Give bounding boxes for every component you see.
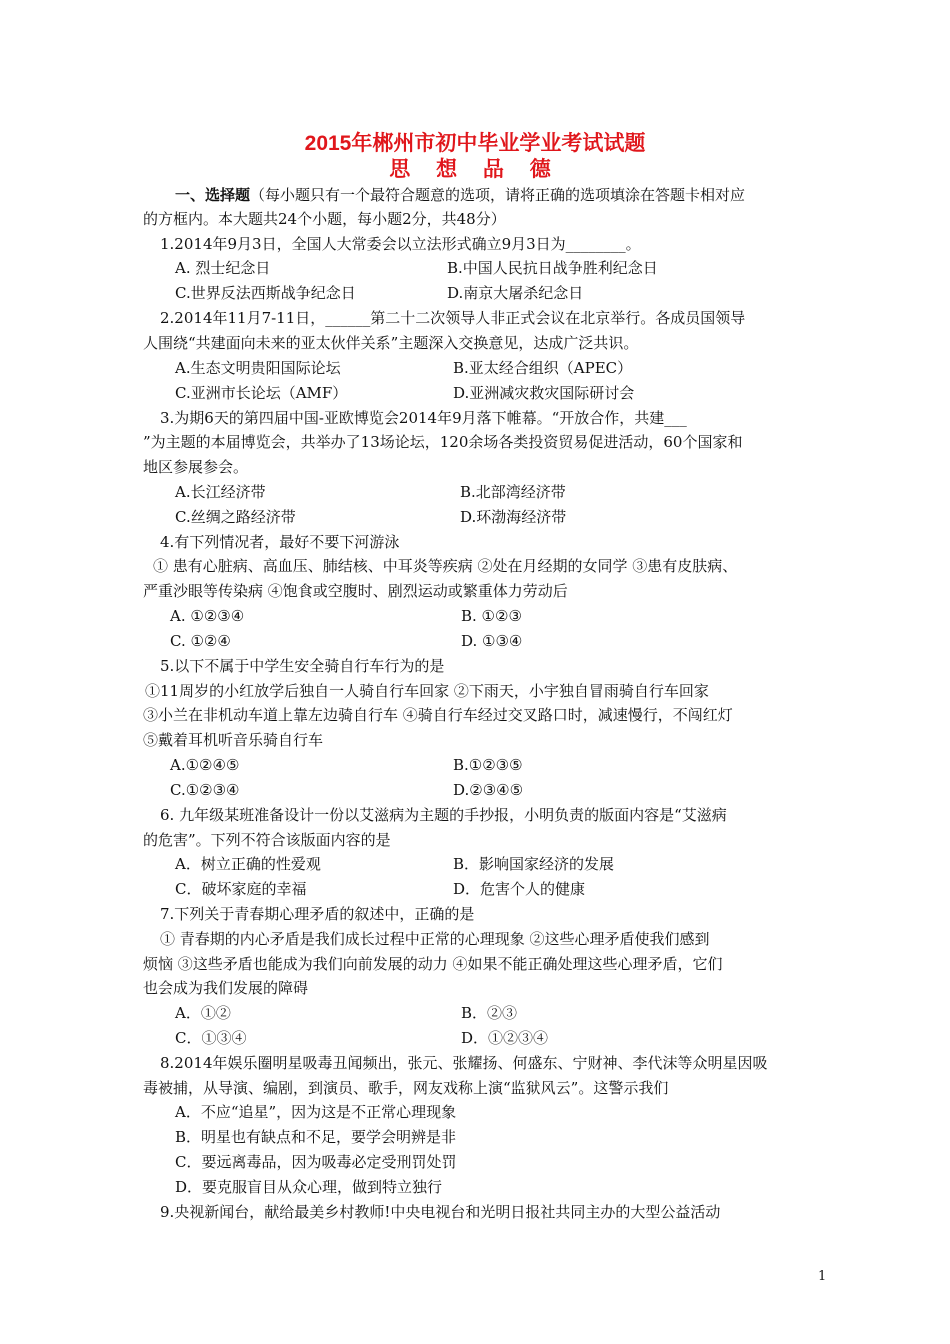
q4-option-c: C. ①②④ <box>170 632 231 650</box>
q2-option-b: B.亚太经合组织（APEC） <box>453 359 633 377</box>
q5-items-end: ⑤戴着耳机听音乐骑自行车 <box>143 731 324 749</box>
q1-option-b: B.中国人民抗日战争胜利纪念日 <box>447 259 658 277</box>
q7-option-b: B．②③ <box>461 1004 518 1022</box>
q5-option-d: D.②③④⑤ <box>453 781 524 799</box>
q3-option-a: A.长江经济带 <box>175 483 266 501</box>
subject-title: 思 想 品 德 <box>389 158 561 181</box>
q1-option-d: D.南京大屠杀纪念日 <box>447 284 584 302</box>
q8-option-b: B．明星也有缺点和不足，要学会明辨是非 <box>175 1128 457 1146</box>
q5-option-a: A.①②④⑤ <box>170 756 240 774</box>
section-heading: 一、选择题 <box>175 186 251 204</box>
q7-items-cont: 烦恼 ③这些矛盾也能成为我们向前发展的动力 ④如果不能正确处理这些心理矛盾，它们 <box>143 955 723 973</box>
q1-stem: 1.2014年9月3日，全国人大常委会以立法形式确立9月3日为________。 <box>160 235 641 253</box>
q7-option-d: D．①②③④ <box>461 1029 549 1047</box>
q3-option-d: D.环渤海经济带 <box>460 508 567 526</box>
q7-stem: 7.下列关于青春期心理矛盾的叙述中，正确的是 <box>160 905 475 923</box>
q6-stem: 6. 九年级某班准备设计一份以艾滋病为主题的手抄报，小明负责的版面内容是“艾滋病 <box>160 806 727 824</box>
section-intro-cont: 的方框内。本大题共24个小题，每小题2分，共48分） <box>143 210 506 228</box>
q4-items: ① 患有心脏病、高血压、肺结核、中耳炎等疾病 ②处在月经期的女同学 ③患有皮肤病、 <box>153 557 738 575</box>
q4-option-a: A. ①②③④ <box>170 607 245 625</box>
q7-option-a: A．①② <box>175 1004 231 1022</box>
q3-stem: 3.为期6天的第四届中国-亚欧博览会2014年9月落下帷幕。“开放合作，共建___ <box>160 409 687 427</box>
q4-items-cont: 严重沙眼等传染病 ④饱食或空腹时、剧烈运动或繁重体力劳动后 <box>143 582 568 600</box>
q3-stem-end: 地区参展参会。 <box>143 458 249 476</box>
q5-option-c: C.①②③④ <box>170 781 240 799</box>
q4-option-d: D. ①③④ <box>461 632 523 650</box>
q4-stem: 4.有下列情况者，最好不要下河游泳 <box>160 533 400 551</box>
q2-option-a: A.生态文明贵阳国际论坛 <box>175 359 341 377</box>
q6-option-b: B．影响国家经济的发展 <box>453 855 615 873</box>
q7-items-end: 也会成为我们发展的障碍 <box>143 979 309 997</box>
q3-option-c: C.丝绸之路经济带 <box>175 508 296 526</box>
section-intro-text: （每小题只有一个最符合题意的选项，请将正确的选项填涂在答题卡相对应 <box>250 186 746 204</box>
q7-items: ① 青春期的内心矛盾是我们成长过程中正常的心理现象 ②这些心理矛盾使我们感到 <box>160 930 710 948</box>
q2-stem-cont: 人围绕“共建面向未来的亚太伙伴关系”主题深入交换意见，达成广泛共识。 <box>143 334 639 352</box>
q4-option-b: B. ①②③ <box>461 607 522 625</box>
q8-stem-cont: 毒被捕，从导演、编剧，到演员、歌手，网友戏称上演“监狱风云”。这警示我们 <box>143 1079 669 1097</box>
q9-stem: 9.央视新闻台，献给最美乡村教师!中央电视台和光明日报社共同主办的大型公益活动 <box>160 1203 721 1221</box>
q2-option-c: C.亚洲市长论坛（AMF） <box>175 384 348 402</box>
q5-items-cont: ③小兰在非机动车道上靠左边骑自行车 ④骑自行车经过交叉路口时，减速慢行，不闯红灯 <box>143 706 733 724</box>
q6-option-d: D．危害个人的健康 <box>453 880 586 898</box>
q6-option-a: A．树立正确的性爱观 <box>175 855 321 873</box>
q8-stem: 8.2014年娱乐圈明星吸毒丑闻频出，张元、张耀扬、何盛东、宁财神、李代沫等众明星因吸 <box>160 1054 768 1072</box>
q8-option-a: A．不应“追星”，因为这是不正常心理现象 <box>175 1103 457 1121</box>
q5-option-b: B.①②③⑤ <box>453 756 523 774</box>
exam-title: 2015年郴州市初中毕业学业考试试题 <box>304 132 646 155</box>
q5-stem: 5.以下不属于中学生安全骑自行车行为的是 <box>160 657 445 675</box>
q8-option-c: C．要远离毒品，因为吸毒必定受刑罚处罚 <box>175 1153 457 1171</box>
section-intro <box>175 186 745 204</box>
q2-option-d: D.亚洲减灾救灾国际研讨会 <box>453 384 635 402</box>
q3-stem-cont: ”为主题的本届博览会，共举办了13场论坛，120余场各类投资贸易促进活动，60个国家和 <box>143 433 743 451</box>
q2-stem: 2.2014年11月7-11日，______第二十二次领导人非正式会议在北京举行。各成员国领导 <box>160 309 746 327</box>
q8-option-d: D．要克服盲目从众心理，做到特立独行 <box>175 1178 443 1196</box>
q6-stem-cont: 的危害”。下列不符合该版面内容的是 <box>143 831 391 849</box>
page-number: 1 <box>818 1269 827 1284</box>
q7-option-c: C．①③④ <box>175 1029 247 1047</box>
q3-option-b: B.北部湾经济带 <box>460 483 566 501</box>
q1-option-a: A. 烈士纪念日 <box>175 259 271 277</box>
q6-option-c: C．破坏家庭的幸福 <box>175 880 307 898</box>
q5-items: ①11周岁的小红放学后独自一人骑自行车回家 ②下雨天，小宇独自冒雨骑自行车回家 <box>145 682 709 700</box>
q1-option-c: C.世界反法西斯战争纪念日 <box>175 284 356 302</box>
